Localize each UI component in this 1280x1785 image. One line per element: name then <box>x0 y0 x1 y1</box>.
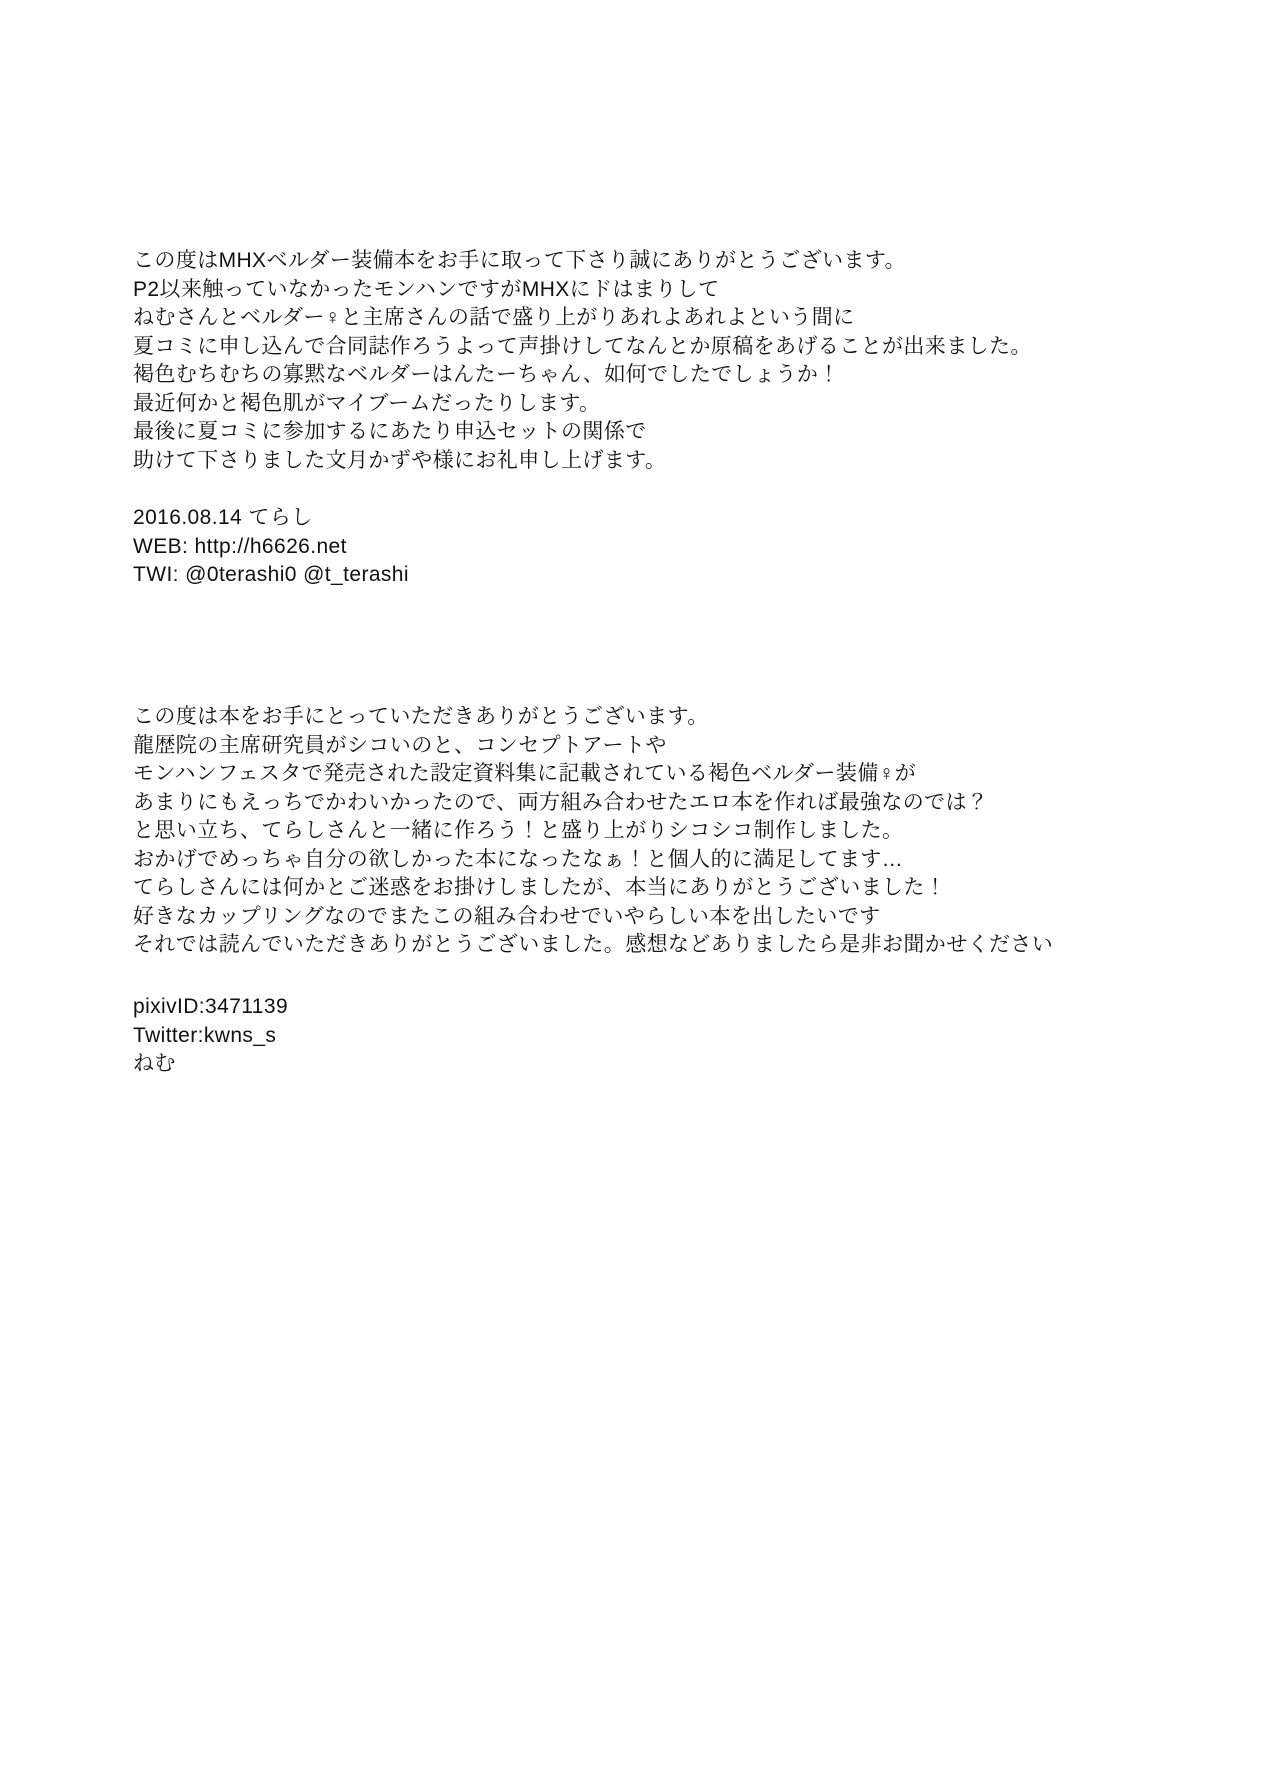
signature-web-url: WEB: http://h6626.net <box>133 534 347 558</box>
terashi-afterword-paragraph <box>133 247 1032 475</box>
afterword-line: 助けて下さりました文月かずや様にお礼申し上げます。 <box>133 448 667 472</box>
signature-twitter-handle: Twitter:kwns_s <box>133 1023 277 1047</box>
afterword-line: この度はMHXベルダー装備本をお手に取って下さり誠にありがとうございます。 <box>133 249 906 272</box>
afterword-line: 最近何かと褐色肌がマイブームだったりします。 <box>133 391 601 415</box>
nemu-afterword-paragraph <box>133 703 1053 960</box>
afterword-line: 最後に夏コミに参加するにあたり申込セットの関係で <box>133 420 647 443</box>
afterword-line: ねむさんとベルダー♀と主席さんの話で盛り上がりあれよあれよという間に <box>133 306 855 329</box>
afterword-line: と思い立ち、てらしさんと一緒に作ろう！と盛り上がりシコシコ制作しました。 <box>133 819 904 842</box>
afterword-line: この度は本をお手にとっていただきありがとうございます。 <box>133 705 709 728</box>
afterword-line: それでは読んでいただきありがとうございました。感想などありましたら是非お聞かせください <box>133 933 1054 956</box>
terashi-signature <box>133 504 409 590</box>
afterword-line: おかげでめっちゃ自分の欲しかった本になったなぁ！と個人的に満足してます… <box>133 847 904 871</box>
afterword-line: あまりにもえっちでかわいかったので、両方組み合わせたエロ本を作れば最強なのでは？ <box>133 790 989 814</box>
signature-date-author: 2016.08.14 てらし <box>133 506 313 529</box>
afterword-line: 褐色むちむちの寡黙なベルダーはんたーちゃん、如何でしたでしょうか！ <box>133 363 840 386</box>
signature-twitter-handles: TWI: @0terashi0 @t_terashi <box>133 563 409 586</box>
nemu-signature <box>133 993 288 1079</box>
afterword-line: P2以来触っていなかったモンハンですがMHXにドはまりして <box>133 277 720 301</box>
afterword-line: 龍歴院の主席研究員がシコいのと、コンセプトアートや <box>133 733 667 757</box>
afterword-line: 好きなカップリングなのでまたこの組み合わせでいやらしい本を出したいです <box>133 904 881 928</box>
afterword-line: てらしさんには何かとご迷惑をお掛けしましたが、本当にありがとうございました！ <box>133 876 947 899</box>
afterword-line: モンハンフェスタで発売された設定資料集に記載されている褐色ベルダー装備♀が <box>133 762 917 785</box>
signature-pixiv-id: pixivID:3471139 <box>133 995 289 1018</box>
afterword-line: 夏コミに申し込んで合同誌作ろうよって声掛けしてなんとか原稿をあげることが出来ました。 <box>133 334 1032 358</box>
signature-author-name: ねむ <box>133 1052 176 1075</box>
